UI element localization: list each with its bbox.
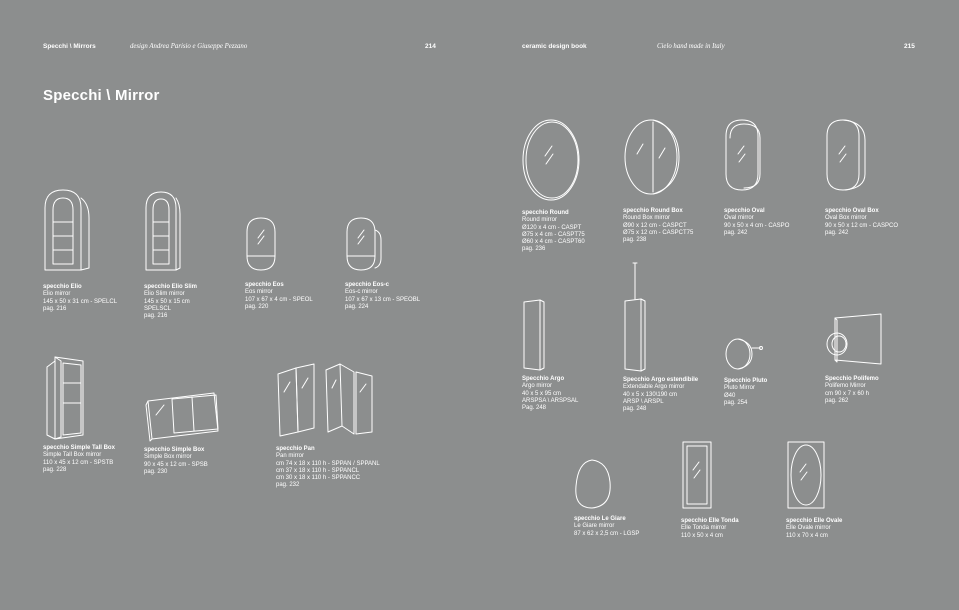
product-card xyxy=(825,312,935,405)
product-line: pag. 254 xyxy=(724,399,748,406)
product-name: specchio Round Box xyxy=(623,208,683,214)
product-name: specchio Round xyxy=(522,210,569,216)
product-line: Oval mirror xyxy=(724,215,754,222)
product-name: specchio Elio xyxy=(43,284,82,290)
product-card xyxy=(786,440,896,540)
brand-tagline: Cielo hand made in Italy xyxy=(657,43,725,50)
product-name: specchio Eos xyxy=(245,282,284,288)
elle-tonda-mirror-icon xyxy=(681,440,715,512)
product-line: 107 x 67 x 4 cm - SPEOL xyxy=(245,296,313,303)
product-name: specchio Elle Ovale xyxy=(786,518,843,524)
product-line: 107 x 67 x 13 cm - SPEOBL xyxy=(345,296,421,303)
product-line: pag. 224 xyxy=(345,303,369,310)
product-name: specchio Pan xyxy=(276,446,315,452)
product-line: Simple Box mirror xyxy=(144,454,192,461)
elle-ovale-mirror-icon xyxy=(786,440,828,512)
round-box-mirror-icon xyxy=(623,118,683,196)
round-mirror-icon xyxy=(522,118,584,202)
product-name: Specchio Argo xyxy=(522,376,565,382)
product-card xyxy=(345,216,455,311)
product-line: 110 x 70 x 4 cm xyxy=(786,532,828,539)
product-line: Round Box mirror xyxy=(623,215,671,222)
product-line: 110 x 45 x 12 cm - SPSTB xyxy=(43,459,114,466)
product-line: cm 90 x 7 x 60 h xyxy=(825,390,870,397)
product-line: pag. 230 xyxy=(144,468,168,475)
product-name: specchio Le Giare xyxy=(574,516,626,522)
product-name: Specchio Argo estendibile xyxy=(623,377,699,383)
product-line: Pan mirror xyxy=(276,453,305,460)
product-name: specchio Simple Tall Box xyxy=(43,445,115,451)
polifemo-mirror-icon xyxy=(825,312,887,368)
product-line: pag. 228 xyxy=(43,466,67,473)
product-line: pag. 238 xyxy=(623,237,647,244)
product-line: Ø90 x 12 cm - CASPCT xyxy=(623,222,687,229)
product-line: pag. 216 xyxy=(43,305,67,312)
oval-mirror-icon xyxy=(724,118,766,194)
elio-mirror-icon xyxy=(43,188,93,274)
pan-mirror-icon xyxy=(276,362,376,438)
product-card xyxy=(724,118,834,237)
product-line: pag. 248 xyxy=(623,406,647,413)
product-name: specchio Elio Slim xyxy=(144,284,198,290)
oval-box-mirror-icon xyxy=(825,118,869,194)
product-card xyxy=(681,440,791,540)
product-line: 90 x 50 x 12 cm - CASPCO xyxy=(825,222,899,229)
product-line: Eos-c mirror xyxy=(345,289,378,296)
product-card xyxy=(43,355,153,474)
product-card xyxy=(43,188,153,313)
product-card xyxy=(276,362,426,490)
product-line: pag. 220 xyxy=(245,303,269,310)
product-line: 90 x 45 x 12 cm - SPSB xyxy=(144,461,208,468)
product-name: specchio Oval Box xyxy=(825,208,879,214)
product-line: Le Giare mirror xyxy=(574,523,615,530)
product-line: 110 x 50 x 4 cm xyxy=(681,532,723,539)
product-name: specchio Elle Tonda xyxy=(681,518,739,524)
product-line: pag. 262 xyxy=(825,397,849,404)
section-label-right: ceramic design book xyxy=(522,43,587,50)
section-label-left: Specchi \ Mirrors xyxy=(43,43,96,50)
product-name: specchio Eos-c xyxy=(345,282,390,288)
product-name: Specchio Pluto xyxy=(724,378,768,384)
product-line: Argo mirror xyxy=(522,383,553,390)
product-card xyxy=(623,261,733,413)
product-line: pag. 232 xyxy=(276,482,300,489)
product-line: 90 x 50 x 4 cm - CASPO xyxy=(724,222,790,229)
product-line: Round mirror xyxy=(522,217,558,224)
product-line: 40 x 5 x 95 cm xyxy=(522,390,562,397)
design-credit: design Andrea Parisio e Giuseppe Pezzano xyxy=(130,43,248,50)
simple-tall-box-icon xyxy=(43,355,93,441)
product-line: 145 x 50 x 15 cm xyxy=(144,298,190,305)
product-line: Elio Slim mirror xyxy=(144,291,185,298)
argo-mirror-icon xyxy=(522,298,552,372)
product-card xyxy=(245,216,355,311)
product-line: pag. 242 xyxy=(825,229,849,236)
product-line: Simple Tall Box mirror xyxy=(43,452,102,459)
eos-mirror-icon xyxy=(245,216,279,272)
product-line: pag. 216 xyxy=(144,313,168,320)
product-card xyxy=(623,118,733,244)
page-title: Specchi \ Mirror xyxy=(43,87,160,104)
product-line: Extendable Argo mirror xyxy=(623,384,685,391)
product-card xyxy=(724,336,834,407)
product-line: pag. 242 xyxy=(724,229,748,236)
page-number-left: 214 xyxy=(425,43,436,50)
product-card xyxy=(825,118,935,237)
product-line: ARSPSA \ ARSPSAL xyxy=(522,397,579,404)
product-card xyxy=(522,118,632,254)
product-line: cm 74 x 18 x 110 h - SPPAN / SPPANL xyxy=(276,460,380,467)
product-name: Specchio Polifemo xyxy=(825,376,879,382)
product-card xyxy=(144,391,254,476)
eos-c-mirror-icon xyxy=(345,216,385,272)
product-line: 145 x 50 x 31 cm - SPELCL xyxy=(43,298,118,305)
product-line: Ø75 x 12 cm - CASPCT75 xyxy=(623,229,694,236)
product-line: Elio mirror xyxy=(43,291,71,298)
product-line: SPELSCL xyxy=(144,305,172,312)
product-line: Ø120 x 4 cm - CASPT xyxy=(522,224,582,231)
pluto-mirror-icon xyxy=(724,336,768,372)
product-line: Ø40 xyxy=(724,392,736,399)
simple-box-icon xyxy=(144,391,224,441)
product-line: ARSP \ ARSPL xyxy=(623,398,664,405)
elio-slim-mirror-icon xyxy=(144,190,184,274)
product-line: cm 30 x 18 x 110 h - SPPANCC xyxy=(276,475,361,482)
product-line: Ø60 x 4 cm - CASPT60 xyxy=(522,239,585,246)
argo-extendable-mirror-icon xyxy=(623,261,653,373)
product-line: cm 37 x 18 x 110 h - SPPANCL xyxy=(276,467,360,474)
product-line: pag. 236 xyxy=(522,246,546,253)
product-line: Pluto Mirror xyxy=(724,385,756,392)
product-line: Elle Tonda mirror xyxy=(681,525,727,532)
product-card xyxy=(144,190,254,320)
page-number-right: 215 xyxy=(904,43,915,50)
product-line: Eos mirror xyxy=(245,289,273,296)
product-name: specchio Simple Box xyxy=(144,447,205,453)
product-line: 40 x 5 x 130\190 cm xyxy=(623,391,678,398)
product-line: Oval Box mirror xyxy=(825,215,867,222)
product-card xyxy=(574,458,684,538)
product-line: Polifemo Mirror xyxy=(825,383,866,390)
product-name: specchio Oval xyxy=(724,208,765,214)
product-line: Pag. 248 xyxy=(522,405,547,412)
product-line: Ø75 x 4 cm - CASPT75 xyxy=(522,231,585,238)
product-line: Elle Ovale mirror xyxy=(786,525,831,532)
product-card xyxy=(522,298,632,412)
le-giare-mirror-icon xyxy=(574,458,614,510)
product-line: 87 x 62 x 2,5 cm - LGSP xyxy=(574,530,640,537)
